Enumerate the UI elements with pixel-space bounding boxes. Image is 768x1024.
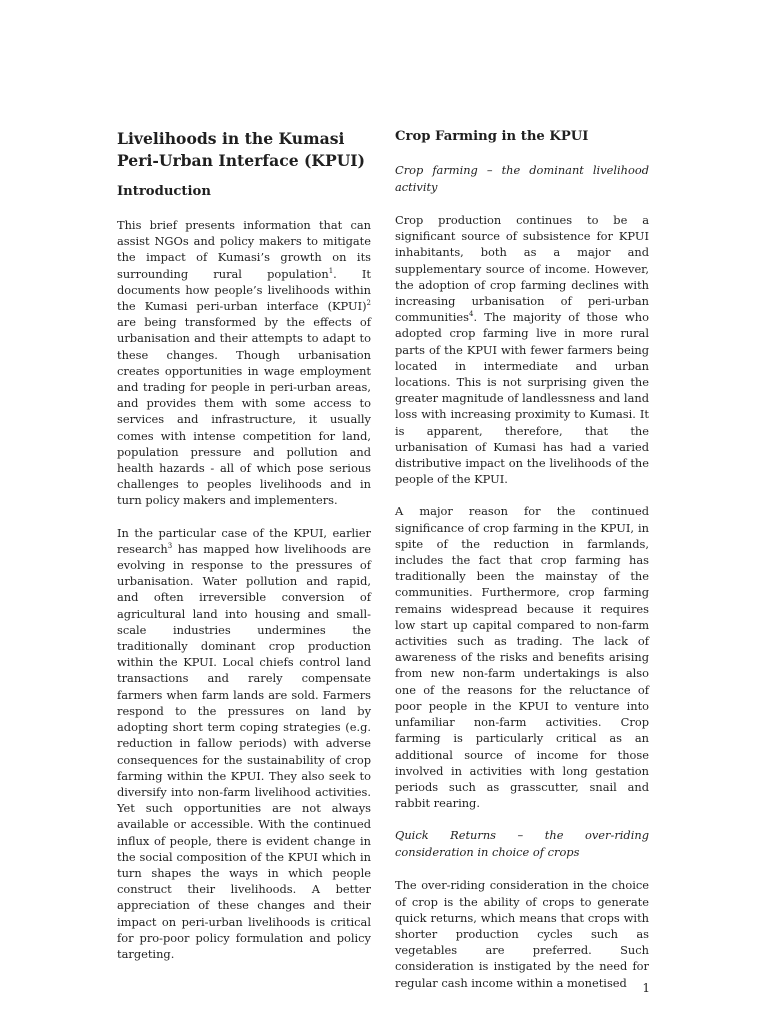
text-run: has mapped how livelihoods are evolving in response to the pressures of urbanisation. Water pollution and rapid, and often irreversible conversion of agricultural land into housing and small-scale industries undermines the traditionally dominant crop production within the KPUI. Local chiefs control land transactions and rarely compensate farmers when farm lands are sold. Farmers respond to the pressures on land by adopting short term coping strategies (e.g. reduction in fallow periods) with adverse consequences for the sustainability of crop farming within the KPUI. They also seek to diversify into non-farm livelihood activities. Yet such opportunities are not always available or accessible. With the continued influx of people, there is evident change in the social composition of the KPUI which in turn shapes the ways in which people construct their livelihoods. A better appreciation of these changes and their impact on peri-urban livelihoods is critical for pro-poor policy formulation and policy targeting. (117, 541, 371, 961)
text-run: Crop production continues to be a significant source of subsistence for KPUI inhabitants, both as a major and supplementary source of income. However, the adoption of crop farming declines with increasing urbanisation of peri-urban communities (395, 213, 649, 325)
page-number: 1 (642, 981, 650, 995)
text-run: . The majority of those who adopted crop farming live in more rural parts of the KPUI with fewer farmers being located in intermediate and urban locations. This is not surprising given the greater magnitude of landlessness and land loss with increasing proximity to Kumasi. It is apparent, therefore, that the urbanisation of Kumasi has had a varied distributive impact on the livelihoods of the people of the KPUI. (395, 310, 649, 487)
text-run: This brief presents information that can assist NGOs and policy makers to mitigate the impact of Kumasi’s growth on its surrounding rural population (117, 218, 371, 281)
footnote-ref-1: 1 (328, 266, 334, 275)
text-run: In the particular case of the KPUI, earlier research (117, 525, 371, 556)
footnote-ref-3: 3 (167, 542, 173, 551)
crop-farming-heading: Crop Farming in the KPUI (395, 129, 589, 144)
text-run: are being transformed by the effects of urbanisation and their attempts to adapt to these changes. Though urbanisation creates opportunities in wage employment and trading for people in peri-urban areas, and provides them with some access to services and infrastructure, it usually comes with intense competition for land, population pressure and pollution and health hazards - all of which pose serious challenges to peoples livelihoods and in turn policy makers and implementers. (117, 315, 371, 508)
introduction-paragraph-2 (117, 525, 371, 962)
dominant-livelihood-subheading: Crop farming – the dominant livelihood activity (395, 163, 649, 194)
crop-choice-paragraph: The over-riding consideration in the choice of crop is the ability of crops to generate quick returns, which means that crops with shorter production cycles such as vegetables are preferred. Such consideration is instigated by the need for regular cash income within a monetised (395, 878, 649, 990)
introduction-heading: Introduction (117, 184, 211, 199)
text-run: . It documents how people’s livelihoods within the Kumasi peri-urban interface (KPUI) (117, 266, 371, 314)
right-column (395, 128, 649, 1007)
crop-production-paragraph (395, 212, 649, 487)
document-title: Livelihoods in the Kumasi Peri-Urban Interface (KPUI) (117, 129, 365, 170)
continued-significance-paragraph: A major reason for the continued significance of crop farming in the KPUI, in spite of the reduction in farmlands, includes the fact that crop farming has traditionally been the mainstay of the communities. Furthermore, crop farming remains widespread because it requires low start up capital compared to non-farm activities such as trading. The lack of awareness of the risks and benefits arising from new non-farm undertakings is also one of the reasons for the reluctance of poor people in the KPUI to venture into unfamiliar non-farm activities. Crop farming is particularly critical as an additional source of income for those involved in activities with long gestation periods such as grasscutter, snail and rabbit rearing. (395, 504, 649, 811)
quick-returns-subheading: Quick Returns – the over-riding consideration in choice of crops (395, 828, 649, 860)
introduction-paragraph-1 (117, 217, 371, 509)
footnote-ref-2: 2 (366, 299, 371, 308)
footnote-ref-4: 4 (468, 310, 474, 319)
left-column (117, 128, 371, 978)
